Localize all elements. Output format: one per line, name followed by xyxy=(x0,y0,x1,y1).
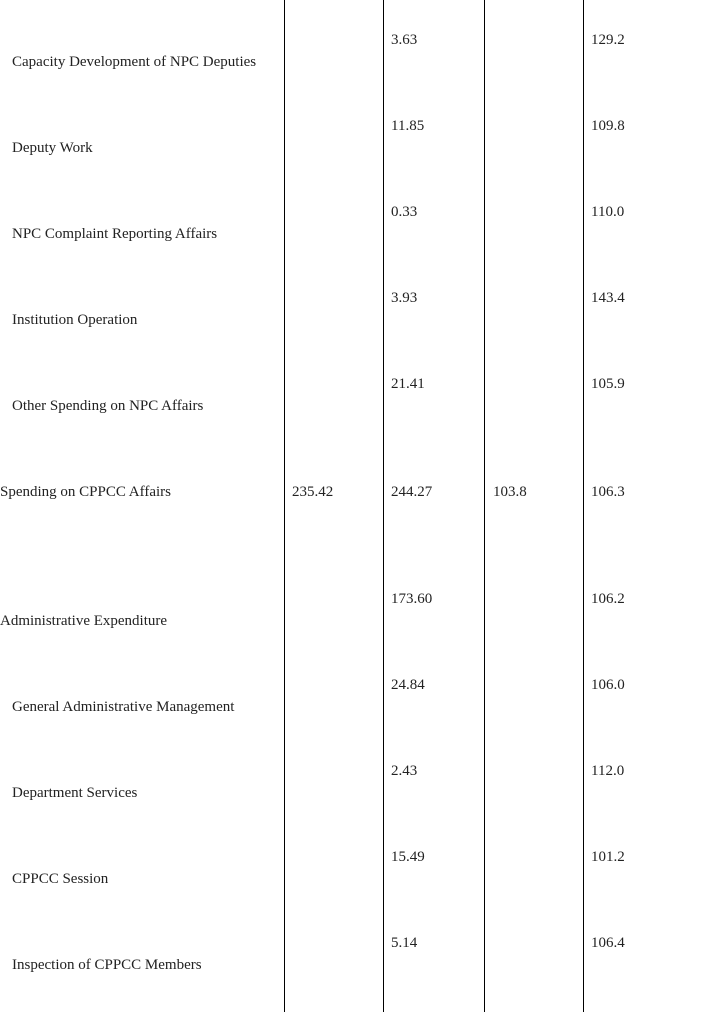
category-label: Spending on CPPCC Affairs xyxy=(0,484,171,500)
column-divider xyxy=(383,0,384,1012)
row-label: Deputy Work xyxy=(12,140,93,156)
row-label: Department Services xyxy=(12,785,138,801)
amount-cell: 173.60 xyxy=(391,591,433,607)
column-divider xyxy=(583,0,584,1012)
percent-cell: 143.4 xyxy=(591,290,625,306)
row-label: Other Spending on NPC Affairs xyxy=(12,398,204,414)
row-label: CPPCC Session xyxy=(12,871,109,887)
row-label: Capacity Development of NPC Deputies xyxy=(12,54,257,70)
budget-cell: 235.42 xyxy=(292,484,334,500)
column-divider xyxy=(484,0,485,1012)
percent-cell: 106.2 xyxy=(591,591,625,607)
percent-cell: 106.4 xyxy=(591,935,625,951)
amount-cell: 15.49 xyxy=(391,849,425,865)
percent-cell: 101.2 xyxy=(591,849,625,865)
amount-cell: 11.85 xyxy=(391,118,425,134)
percent-cell: 109.8 xyxy=(591,118,625,134)
amount-cell: 3.93 xyxy=(391,290,418,306)
amount-cell: 24.84 xyxy=(391,677,425,693)
amount-cell: 0.33 xyxy=(391,204,418,220)
amount-cell: 5.14 xyxy=(391,935,418,951)
row-label: Administrative Expenditure xyxy=(0,613,168,629)
column-divider xyxy=(284,0,285,1012)
percent-cell: 106.0 xyxy=(591,677,625,693)
amount-cell: 2.43 xyxy=(391,763,418,779)
percent-cell: 129.2 xyxy=(591,32,625,48)
percent-cell: 110.0 xyxy=(591,204,625,220)
row-label: Inspection of CPPCC Members xyxy=(12,957,202,973)
percent-cell: 112.0 xyxy=(591,763,625,779)
row-label: Institution Operation xyxy=(12,312,138,328)
percent-cell: 106.3 xyxy=(591,484,625,500)
ratio-cell: 103.8 xyxy=(493,484,527,500)
row-label: NPC Complaint Reporting Affairs xyxy=(12,226,218,242)
amount-cell: 244.27 xyxy=(391,484,433,500)
percent-cell: 105.9 xyxy=(591,376,625,392)
amount-cell: 21.41 xyxy=(391,376,425,392)
row-label: General Administrative Management xyxy=(12,699,235,715)
amount-cell: 3.63 xyxy=(391,32,418,48)
